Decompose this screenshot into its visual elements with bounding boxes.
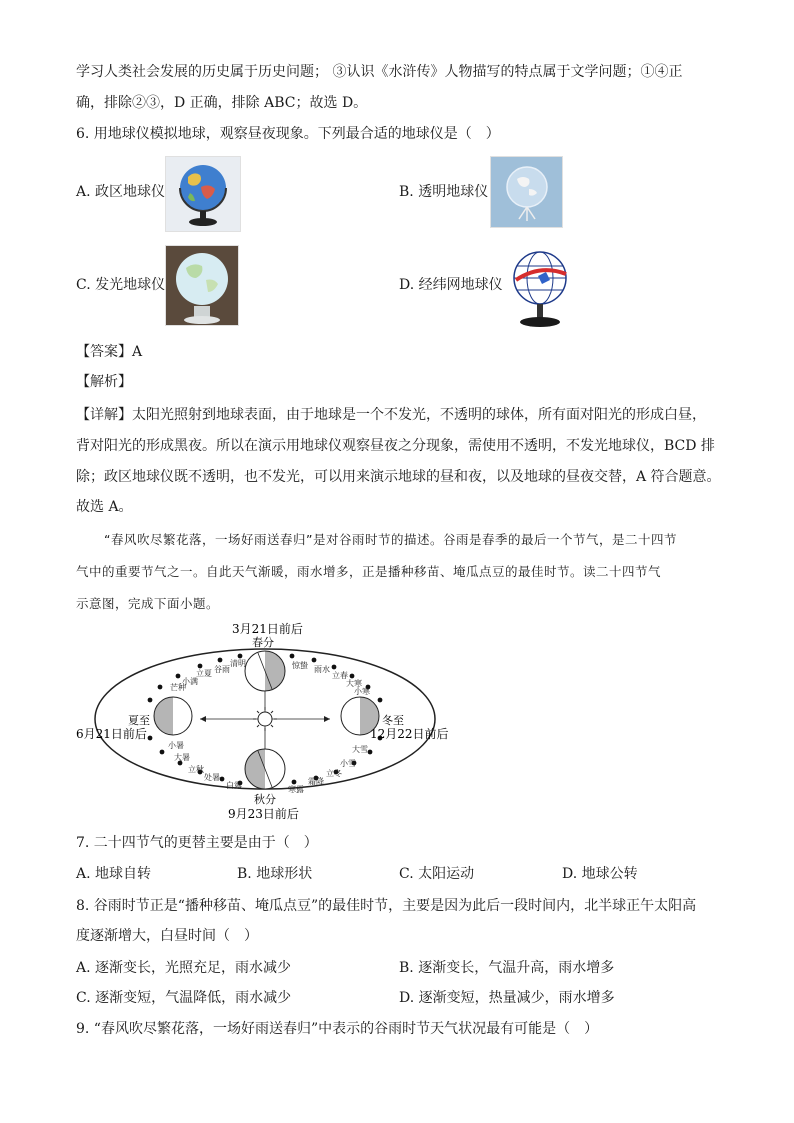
term-label: 小暑 (168, 741, 184, 750)
q7-option-c[interactable]: C. 太阳运动 (399, 866, 475, 882)
term-label: 惊蛰 (292, 661, 308, 670)
term-label: 谷雨 (214, 665, 230, 674)
political-globe-image (165, 156, 241, 232)
transparent-globe-image (490, 156, 563, 228)
q8-option-b[interactable]: B. 逐渐变长，气温升高，雨水增多 (399, 960, 615, 976)
q7-option-a[interactable]: A. 地球自转 (76, 866, 152, 882)
passage-line-2: 气中的重要节气之一。自此天气渐暖，雨水增多，正是播种移苗、埯瓜点豆的最佳时节。读二十四节气 (76, 564, 662, 579)
intro-line-2: 确，排除②③，D 正确，排除 ABC；故选 D。 (76, 95, 368, 111)
luminous-globe-image (165, 245, 239, 326)
q9-stem: 9. “春风吹尽繁花落，一场好雨送春归”中表示的谷雨时节天气状况最有可能是（ ） (76, 1021, 599, 1037)
earth-summer-icon (154, 697, 192, 735)
term-label: 大寒 (346, 679, 362, 688)
graticule-globe-image (508, 244, 570, 332)
analysis-title: 【解析】 (76, 374, 132, 390)
term-label: 小寒 (354, 687, 370, 696)
label-top-date: 3月21日前后 (232, 622, 303, 636)
label-spring: 春分 (252, 636, 274, 649)
passage-line-1: “春风吹尽繁花落，一场好雨送春归”是对谷雨时节的描述。谷雨是春季的最后一个节气，是二十四节 (104, 532, 677, 547)
term-label: 立夏 (196, 669, 212, 678)
passage-line-3: 示意图，完成下面小题。 (76, 596, 220, 611)
q7-option-b[interactable]: B. 地球形状 (237, 866, 313, 882)
q6-option-b[interactable]: B. 透明地球仪 (399, 184, 489, 200)
term-label: 大暑 (174, 753, 190, 762)
q7-stem: 7. 二十四节气的更替主要是由于（ ） (76, 835, 318, 851)
intro-line-1: 学习人类社会发展的历史属于历史问题； ③认识《水浒传》人物描写的特点属于文学问题；①④正 (76, 64, 683, 80)
earth-autumn-icon (245, 749, 285, 789)
label-autumn: 秋分 (254, 793, 276, 806)
term-label: 霜降 (308, 777, 324, 786)
label-bottom-date: 9月23日前后 (228, 807, 299, 821)
label-left-date: 6月21日前后 (76, 727, 147, 741)
term-label: 寒露 (288, 785, 304, 794)
term-label: 立秋 (188, 765, 204, 774)
term-label: 处暑 (204, 773, 220, 782)
q8-option-d[interactable]: D. 逐渐变短，热量减少，雨水增多 (399, 990, 615, 1006)
label-right-date: 12月22日前后 (370, 727, 449, 741)
q6-option-a[interactable]: A. 政区地球仪 (76, 184, 166, 200)
term-label: 小满 (182, 677, 198, 686)
q8-option-a[interactable]: A. 逐渐变长，光照充足，雨水减少 (76, 960, 292, 976)
q8-stem-line-2: 度逐渐增大，白昼时间（ ） (76, 928, 258, 944)
detail-line-4: 故选 A。 (76, 499, 133, 515)
solar-terms-diagram (70, 616, 470, 826)
detail-line-1: 【详解】太阳光照射到地球表面，由于地球是一个不发光，不透明的球体，所有面对阳光的形成白昼， (76, 407, 706, 423)
detail-line-2: 背对阳光的形成黑夜。所以在演示用地球仪观察昼夜之分现象，需使用不透明，不发光地球仪，BCD 排 (76, 438, 715, 454)
detail-line-3: 除；政区地球仪既不透明，也不发光，可以用来演示地球的昼和夜，以及地球的昼夜交替，A 符合题意。 (76, 469, 721, 485)
answer: 【答案】A (76, 344, 143, 360)
term-label: 小雪 (340, 759, 356, 768)
q6-option-d[interactable]: D. 经纬网地球仪 (399, 277, 503, 293)
label-summer: 夏至 (128, 714, 150, 727)
label-winter: 冬至 (382, 714, 404, 727)
q8-option-c[interactable]: C. 逐渐变短，气温降低，雨水减少 (76, 990, 292, 1006)
term-label: 芒种 (170, 683, 186, 692)
term-label: 大雪 (352, 745, 368, 754)
q7-option-d[interactable]: D. 地球公转 (562, 866, 638, 882)
term-label: 立春 (332, 671, 348, 680)
q6-option-c[interactable]: C. 发光地球仪 (76, 277, 166, 293)
q8-stem-line-1: 8. 谷雨时节正是“播种移苗、埯瓜点豆”的最佳时节，主要是因为此后一段时间内，北半球正午太阳高 (76, 898, 697, 914)
term-label: 白露 (226, 781, 242, 790)
term-label: 雨水 (314, 665, 330, 674)
q6-stem: 6. 用地球仪模拟地球，观察昼夜现象。下列最合适的地球仪是（ ） (76, 126, 500, 142)
term-label: 立冬 (326, 769, 342, 778)
term-label: 清明 (230, 659, 246, 668)
earth-spring-icon (245, 651, 285, 691)
